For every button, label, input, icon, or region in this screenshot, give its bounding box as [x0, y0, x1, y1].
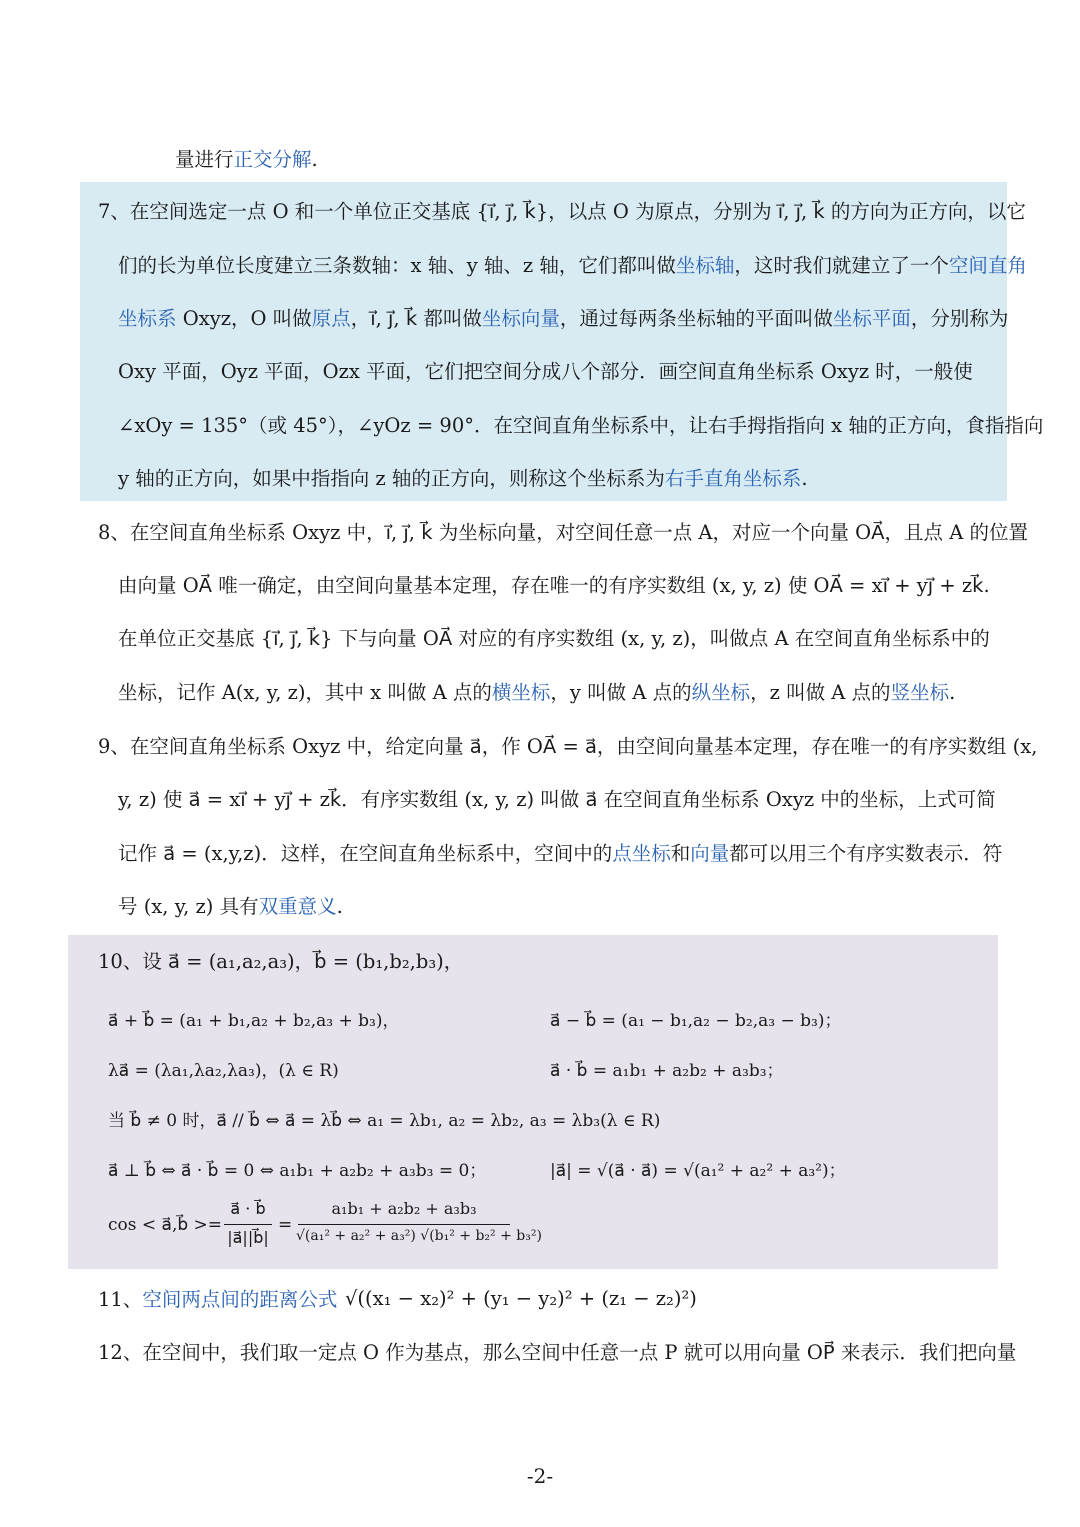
s8-line-2: 由向量 OA⃗ 唯一确定，由空间向量基本定理，存在唯一的有序实数组 (x, y, z) 使 OA⃗ = xi⃗ + yj⃗ + zk⃗. [118, 574, 990, 597]
s8-l4c: ，z 叫做 A 点的 [750, 681, 891, 704]
s7-l3a: Oxyz，O 叫做 [176, 307, 312, 330]
s9-l3b: 和 [670, 842, 691, 865]
s7-l6b: . [801, 467, 808, 490]
formula-cos-lhs: cos < a⃗,b⃗ >= [108, 1215, 223, 1235]
s9-l3a: 记作 a⃗ = (x,y,z)．这样，在空间直角坐标系中，空间中的 [118, 842, 613, 865]
cos-fraction-2-numerator: a₁b₁ + a₂b₂ + a₃b₃ [331, 1199, 477, 1218]
s7-line-2 [118, 253, 1027, 279]
section-7-highlight-box [80, 182, 1044, 501]
prev-end: . [311, 148, 318, 171]
cos-equals: = [278, 1215, 293, 1235]
formula-scalar-multiple: λa⃗ = (λa₁,λa₂,λa₃)，(λ ∈ R) [108, 1061, 339, 1081]
s8-l4a: 坐标，记作 A(x, y, z)，其中 x 叫做 A 点的 [118, 681, 492, 704]
s7-line-5: ∠xOy = 135°（或 45°），∠yOz = 90°．在空间直角坐标系中，让右手拇指指向 x 轴的正方向，食指指向 [118, 414, 1044, 437]
s7-l2a: 们的长为单位长度建立三条数轴：x 轴、y 轴、z 轴，它们都叫做 [118, 254, 676, 277]
s8-l4b: ，y 叫做 A 点的 [550, 681, 692, 704]
s9-l3c: 都可以用三个有序实数表示．符 [729, 842, 1003, 865]
s7-line-6 [118, 466, 990, 492]
s9-l4a: 号 (x, y, z) 具有 [118, 895, 259, 918]
page-number: -2- [526, 1464, 554, 1488]
s7-line-3 [118, 306, 1009, 332]
term-spatial-cartesian: 空间直角 [948, 254, 1027, 277]
formula-perpendicular-condition: a⃗ ⊥ b⃗ ⇔ a⃗ · b⃗ = 0 ⇔ a₁b₁ + a₂b₂ + a₃b₃ = 0； [108, 1161, 487, 1181]
formula-dot-product: a⃗ · b⃗ = a₁b₁ + a₂b₂ + a₃b₃； [550, 1061, 784, 1081]
s9-line-4 [118, 894, 990, 920]
s7-l3c: ，通过每两条坐标轴的平面叫做 [559, 307, 833, 330]
formula-vector-difference: a⃗ − b⃗ = (a₁ − b₁,a₂ − b₂,a₃ − b₃)； [550, 1011, 842, 1031]
s9-line-3 [118, 841, 1003, 867]
s11-number: 11、 [98, 1288, 143, 1311]
term-abscissa: 横坐标 [491, 681, 551, 704]
s8-l4d: . [949, 681, 956, 704]
s7-l3d: ，分别称为 [910, 307, 1009, 330]
formula-parallel-condition: 当 b⃗ ≠ 0 时，a⃗ // b⃗ ⇔ a⃗ = λb⃗ ⇔ a₁ = λb₁, a₂ = λb₂, a₃ = λb₃(λ ∈ R) [108, 1111, 661, 1131]
s7-l3b: ，i⃗, j⃗, k⃗ 都叫做 [350, 307, 482, 330]
s7-l2b: ，这时我们就建立了一个 [734, 254, 949, 277]
term-point-coordinates: 点坐标 [612, 842, 671, 865]
s11-formula: √((x₁ − x₂)² + (y₁ − y₂)² + (z₁ − z₂)²) [345, 1287, 697, 1310]
formula-vector-magnitude: |a⃗| = √(a⃗ · a⃗) = √(a₁² + a₂² + a₃²)； [550, 1161, 846, 1181]
prev-text: 量进行 [175, 148, 234, 171]
cos-fraction-2-denominator: √(a₁² + a₂² + a₃²) √(b₁² + b₂² + b₃²) [296, 1228, 542, 1244]
s9-l4b: . [336, 895, 343, 918]
cos-fraction-1-bar [224, 1224, 272, 1225]
prev-line [175, 147, 990, 173]
s7-line-4: Oxy 平面，Oyz 平面，Ozx 平面，它们把空间分成八个部分．画空间直角坐标系 Oxyz 时，一般使 [118, 360, 973, 383]
cos-fraction-2-bar [298, 1224, 510, 1225]
term-origin: 原点 [311, 307, 351, 330]
s8-line-3: 在单位正交基底 {i⃗, j⃗, k⃗} 下与向量 OA⃗ 对应的有序实数组 (x, y, z)，叫做点 A 在空间直角坐标系中的 [118, 627, 990, 650]
term-coordinate-vectors: 坐标向量 [481, 307, 560, 330]
term-vertical-coordinate: 竖坐标 [890, 681, 950, 704]
term-dual-meaning: 双重意义 [258, 895, 337, 918]
term-orthogonal-decomposition: 正交分解 [233, 148, 312, 171]
s8-line-1: 8、在空间直角坐标系 Oxyz 中，i⃗, j⃗, k⃗ 为坐标向量，对空间任意一点 A，对应一个向量 OA⃗，且点 A 的位置 [98, 521, 1028, 544]
s10-heading: 10、设 a⃗ = (a₁,a₂,a₃)，b⃗ = (b₁,b₂,b₃)， [98, 950, 464, 973]
term-coordinate-plane: 坐标平面 [832, 307, 911, 330]
term-coordinate-system: 坐标系 [118, 307, 177, 330]
cos-fraction-1-denominator: |a⃗||b⃗| [227, 1228, 269, 1247]
term-distance-formula: 空间两点间的距离公式 [142, 1288, 338, 1311]
cos-fraction-1-numerator: a⃗ · b⃗ [230, 1199, 266, 1218]
s12-line-1: 12、在空间中，我们取一定点 O 作为基点，那么空间中任意一点 P 就可以用向量 OP⃗ 来表示．我们把向量 [98, 1341, 1017, 1364]
term-right-hand-system: 右手直角坐标系 [664, 467, 802, 490]
term-coordinate-axis: 坐标轴 [675, 254, 735, 277]
s8-line-4 [118, 680, 990, 706]
s7-line-1: 7、在空间选定一点 O 和一个单位正交基底 {i⃗, j⃗, k⃗}，以点 O 为原点，分别为 i⃗, j⃗, k⃗ 的方向为正方向，以它 [98, 200, 1026, 223]
term-vector: 向量 [690, 842, 730, 865]
formula-vector-sum: a⃗ + b⃗ = (a₁ + b₁,a₂ + b₂,a₃ + b₃)， [108, 1011, 400, 1031]
s7-l6a: y 轴的正方向，如果中指指向 z 轴的正方向，则称这个坐标系为 [118, 467, 665, 490]
s9-line-2: y, z) 使 a⃗ = xi⃗ + yj⃗ + zk⃗．有序实数组 (x, y, z) 叫做 a⃗ 在空间直角坐标系 Oxyz 中的坐标，上式可简 [118, 788, 996, 811]
s9-line-1: 9、在空间直角坐标系 Oxyz 中，给定向量 a⃗，作 OA⃗ = a⃗，由空间向量基本定理，存在唯一的有序实数组 (x, [98, 735, 1038, 758]
term-ordinate: 纵坐标 [691, 681, 751, 704]
